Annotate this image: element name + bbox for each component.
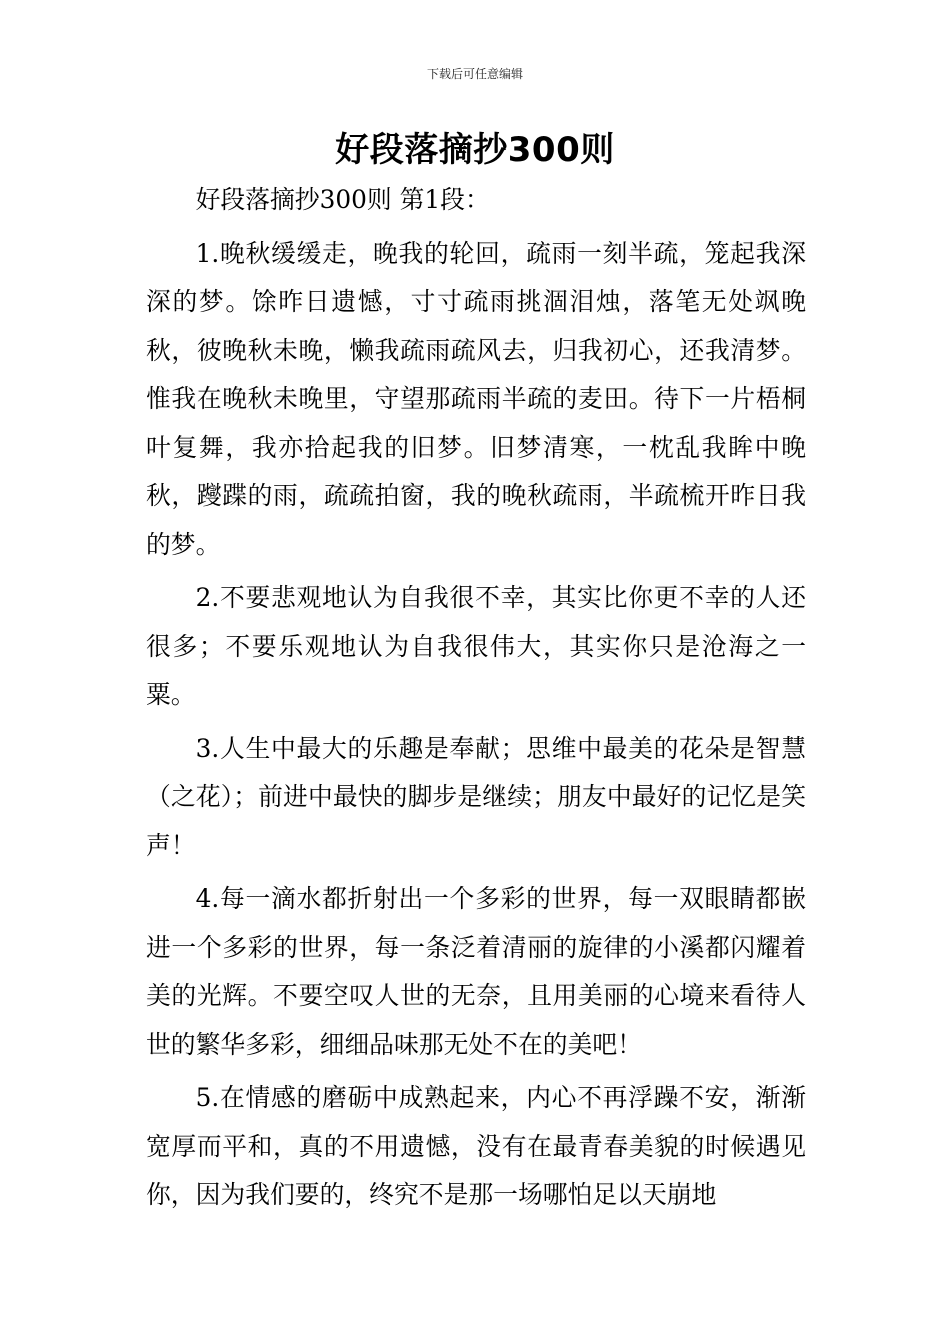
header-note: 下载后可任意编辑 [426,67,523,81]
paragraph-5: 5.在情感的磨砺中成熟起来，内心不再浮躁不安，渐渐宽厚而平和，真的不用遗憾，没有在最青春美貌的时候遇见你，因为我们要的，终究不是那一场哪怕足以天崩地 [146,1083,806,1209]
paragraph-4: 4.每一滴水都折射出一个多彩的世界，每一双眼睛都嵌进一个多彩的世界，每一条泛着清丽的旋律的小溪都闪耀着美的光辉。不要空叹人世的无奈，且用美丽的心境来看待人世的繁华多彩，细细品味那无处不在的美吧！ [146,884,806,1059]
document-title: 好段落摘抄300则 [335,130,615,170]
paragraph-1: 1.晚秋缓缓走，晚我的轮回，疏雨一刻半疏，笼起我深深的梦。馀昨日遗憾，寸寸疏雨挑涸泪烛，落笔无处飒晚秋，彼晚秋未晚，懒我疏雨疏风去，归我初心，还我清梦。惟我在晚秋未晚里，守望那疏雨半疏的麦田。待下一片梧桐叶复舞，我亦拾起我的旧梦。旧梦清寒，一枕乱我眸中晚秋，躞蹀的雨，疏疏拍窗，我的晚秋疏雨，半疏梳开昨日我的梦。 [146,238,806,559]
section-heading: 好段落摘抄300则 第1段： [195,185,490,214]
document-body [146,176,806,1220]
paragraph-3: 3.人生中最大的乐趣是奉献；思维中最美的花朵是智慧（之花）；前进中最快的脚步是继续；朋友中最好的记忆是笑声！ [146,733,806,860]
paragraph-2: 2.不要悲观地认为自我很不幸，其实比你更不幸的人还很多；不要乐观地认为自我很伟大，其实你只是沧海之一粟。 [146,583,806,709]
